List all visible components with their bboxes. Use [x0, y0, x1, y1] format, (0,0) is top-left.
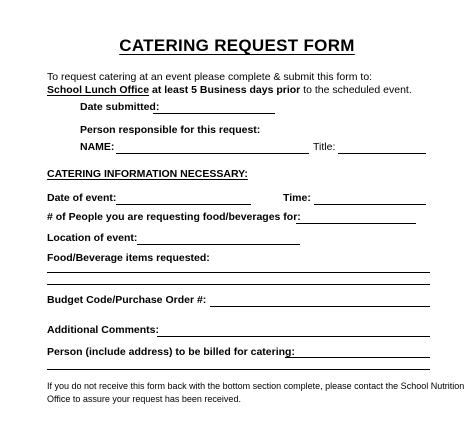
section-header: CATERING INFORMATION NECESSARY: — [47, 168, 248, 180]
billed-person-field[interactable] — [285, 357, 430, 358]
name-field[interactable] — [116, 153, 309, 154]
intro-end-text: to the scheduled event. — [300, 84, 412, 96]
person-responsible-label: Person responsible for this request: — [80, 124, 261, 136]
items-requested-label: Food/Beverage items requested: — [47, 252, 210, 264]
num-people-field[interactable] — [296, 223, 416, 224]
intro-deadline-line — [47, 84, 412, 96]
school-lunch-office-label: School Lunch Office — [47, 84, 150, 96]
time-field[interactable] — [314, 204, 426, 205]
title-field[interactable] — [338, 153, 426, 154]
location-label: Location of event: — [47, 232, 138, 244]
num-people-label: # of People you are requesting food/beverages for: — [47, 211, 301, 223]
budget-code-label: Budget Code/Purchase Order #: — [47, 294, 207, 306]
deadline-text: at least 5 Business days prior — [149, 84, 301, 96]
intro-text: To request catering at an event please complete & submit this form to: — [47, 71, 373, 83]
additional-comments-label: Additional Comments: — [47, 324, 159, 336]
date-submitted-field[interactable] — [153, 113, 275, 114]
date-of-event-label: Date of event: — [47, 192, 117, 204]
name-label: NAME: — [80, 141, 115, 153]
items-requested-line-2[interactable] — [47, 284, 430, 285]
items-requested-line-1[interactable] — [47, 272, 430, 273]
date-of-event-field[interactable] — [116, 204, 251, 205]
billed-person-label: Person (include address) to be billed for catering: — [47, 346, 295, 358]
budget-code-field[interactable] — [210, 306, 430, 307]
form-title: CATERING REQUEST FORM — [119, 36, 355, 55]
footer-note: If you do not receive this form back with the bottom section complete, please contact the School Nutrition Office to assure your request has been received. — [47, 381, 465, 404]
billed-person-line-2[interactable] — [47, 369, 430, 370]
time-label: Time: — [283, 192, 311, 204]
date-submitted-label: Date submitted: — [80, 101, 160, 113]
location-field[interactable] — [137, 244, 300, 245]
additional-comments-field[interactable] — [157, 336, 430, 337]
title-label: Title: — [313, 141, 336, 153]
